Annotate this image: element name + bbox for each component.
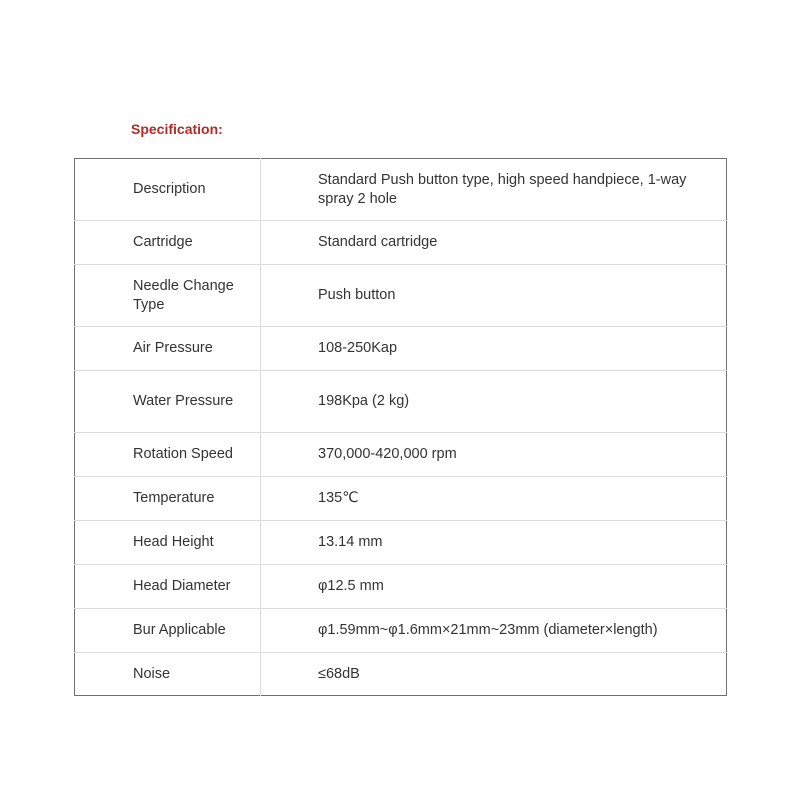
table-row	[75, 327, 727, 371]
table-row	[75, 653, 727, 696]
row-label: Noise	[75, 653, 261, 696]
table-row	[75, 521, 727, 565]
row-label: Rotation Speed	[75, 433, 261, 477]
row-label: Head Height	[75, 521, 261, 565]
row-value: Standard cartridge	[261, 221, 727, 265]
row-value: 135℃	[261, 477, 727, 521]
row-label: Air Pressure	[75, 327, 261, 371]
row-label: Description	[75, 159, 261, 221]
row-value: Standard Push button type, high speed handpiece, 1-way spray 2 hole	[318, 171, 687, 207]
table-row	[75, 159, 727, 221]
row-label: Temperature	[75, 477, 261, 521]
row-value: φ12.5 mm	[261, 565, 727, 609]
table-row	[75, 371, 727, 433]
row-label: Cartridge	[75, 221, 261, 265]
row-value: 108-250Kap	[261, 327, 727, 371]
row-label: Bur Applicable	[75, 609, 261, 653]
row-label: Needle Change Type	[75, 265, 261, 327]
table-row	[75, 433, 727, 477]
specification-table	[74, 158, 727, 696]
row-value: φ1.59mm~φ1.6mm×21mm~23mm (diameter×length)	[261, 609, 727, 653]
row-label: Water Pressure	[75, 371, 261, 433]
table-row	[75, 609, 727, 653]
row-value: 370,000-420,000 rpm	[261, 433, 727, 477]
table-row	[75, 477, 727, 521]
row-label: Head Diameter	[75, 565, 261, 609]
table-row	[75, 265, 727, 327]
specification-heading: Specification:	[131, 121, 223, 137]
row-value: 198Kpa (2 kg)	[261, 371, 727, 433]
row-value: 13.14 mm	[261, 521, 727, 565]
table-row	[75, 221, 727, 265]
table-row	[75, 565, 727, 609]
row-value: Push button	[261, 265, 727, 327]
row-value: ≤68dB	[261, 653, 727, 696]
